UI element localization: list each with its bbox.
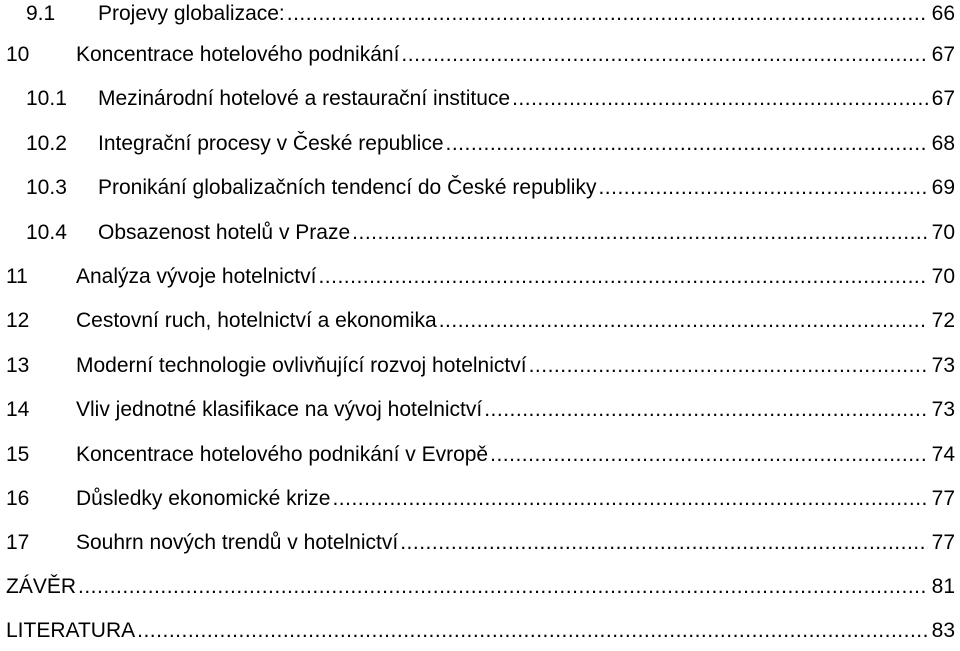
toc-entry-number: 15 bbox=[6, 443, 30, 466]
toc-entry-number: 11 bbox=[6, 265, 28, 288]
toc-entry-14[interactable] bbox=[0, 390, 955, 430]
toc-dot-leader bbox=[529, 346, 928, 386]
toc-entry-15[interactable] bbox=[0, 435, 955, 475]
toc-dot-leader bbox=[78, 567, 928, 607]
toc-entry-number: 10 bbox=[6, 43, 30, 66]
toc-entry-10-3[interactable] bbox=[0, 168, 955, 208]
toc-entry-10-1[interactable] bbox=[0, 79, 955, 119]
toc-dot-leader bbox=[446, 124, 928, 164]
toc-entry-title: Pronikání globalizačních tendencí do České republiky bbox=[98, 176, 597, 199]
toc-entry-title: ZÁVĚR bbox=[6, 575, 77, 598]
toc-entry-number: 13 bbox=[6, 354, 30, 377]
toc-entry-page: 67 bbox=[931, 87, 955, 110]
toc-entry-page: 77 bbox=[931, 487, 955, 510]
toc-entry-title: Analýza vývoje hotelnictví bbox=[76, 265, 317, 288]
toc-entry-title: Vliv jednotné klasifikace na vývoj hotelnictví bbox=[76, 398, 483, 421]
toc-dot-leader bbox=[401, 35, 927, 75]
toc-entry-number: 9.1 bbox=[26, 2, 56, 25]
toc-dot-leader bbox=[400, 523, 927, 563]
toc-entry-zaver[interactable] bbox=[0, 567, 955, 607]
toc-entry-literatura[interactable] bbox=[0, 611, 955, 651]
toc-entry-title: Souhrn nových trendů v hotelnictví bbox=[76, 531, 399, 554]
toc-entry-title: Koncentrace hotelového podnikání bbox=[76, 43, 400, 66]
toc-entry-page: 70 bbox=[931, 265, 955, 288]
toc-entry-page: 73 bbox=[931, 354, 955, 377]
toc-entry-number: 10.1 bbox=[26, 87, 67, 110]
toc-entry-16[interactable] bbox=[0, 479, 955, 519]
toc-entry-page: 83 bbox=[931, 619, 955, 642]
toc-entry-10[interactable] bbox=[0, 35, 955, 75]
toc-dot-leader bbox=[332, 479, 927, 519]
toc-entry-page: 74 bbox=[931, 443, 955, 466]
toc-entry-number: 10.4 bbox=[26, 221, 67, 244]
toc-entry-page: 77 bbox=[931, 531, 955, 554]
toc-entry-page: 70 bbox=[931, 221, 955, 244]
toc-entry-title: Důsledky ekonomické krize bbox=[76, 487, 331, 510]
toc-entry-title: Mezinárodní hotelové a restaurační instituce bbox=[98, 87, 511, 110]
toc-entry-number: 16 bbox=[6, 487, 30, 510]
toc-entry-title: Projevy globalizace: bbox=[98, 2, 285, 25]
toc-entry-number: 17 bbox=[6, 531, 30, 554]
toc-dot-leader bbox=[318, 257, 927, 297]
toc-entry-17[interactable] bbox=[0, 523, 955, 563]
toc-entry-title: Obsazenost hotelů v Praze bbox=[98, 221, 351, 244]
toc-entry-page: 69 bbox=[931, 176, 955, 199]
toc-dot-leader bbox=[484, 390, 927, 430]
toc-entry-11[interactable] bbox=[0, 257, 955, 297]
toc-entry-number: 14 bbox=[6, 398, 30, 421]
toc-entry-page: 73 bbox=[931, 398, 955, 421]
toc-entry-title: Cestovní ruch, hotelnictví a ekonomika bbox=[76, 309, 437, 332]
toc-entry-number: 10.2 bbox=[26, 132, 67, 155]
toc-dot-leader bbox=[439, 301, 928, 341]
toc-entry-number: 10.3 bbox=[26, 176, 67, 199]
toc-dot-leader bbox=[287, 0, 928, 34]
toc-entry-title: LITERATURA bbox=[6, 619, 136, 642]
toc-entry-page: 67 bbox=[931, 43, 955, 66]
toc-entry-page: 66 bbox=[931, 2, 955, 25]
toc-entry-10-2[interactable] bbox=[0, 124, 955, 164]
toc-entry-10-4[interactable] bbox=[0, 213, 955, 253]
toc-entry-12[interactable] bbox=[0, 301, 955, 341]
toc-entry-9-1[interactable] bbox=[0, 0, 955, 34]
toc-entry-page: 72 bbox=[931, 309, 955, 332]
toc-entry-13[interactable] bbox=[0, 346, 955, 386]
toc-entry-number: 12 bbox=[6, 309, 30, 332]
toc-entry-title: Moderní technologie ovlivňující rozvoj hotelnictví bbox=[76, 354, 527, 377]
toc-dot-leader bbox=[512, 79, 928, 119]
toc-dot-leader bbox=[490, 435, 928, 475]
toc-entry-title: Koncentrace hotelového podnikání v Evropě bbox=[76, 443, 489, 466]
toc-entry-page: 81 bbox=[931, 575, 955, 598]
toc-dot-leader bbox=[352, 213, 927, 253]
toc-dot-leader bbox=[598, 168, 927, 208]
toc-entry-title: Integrační procesy v České republice bbox=[98, 132, 444, 155]
toc-dot-leader bbox=[137, 611, 928, 651]
toc-entry-page: 68 bbox=[931, 132, 955, 155]
